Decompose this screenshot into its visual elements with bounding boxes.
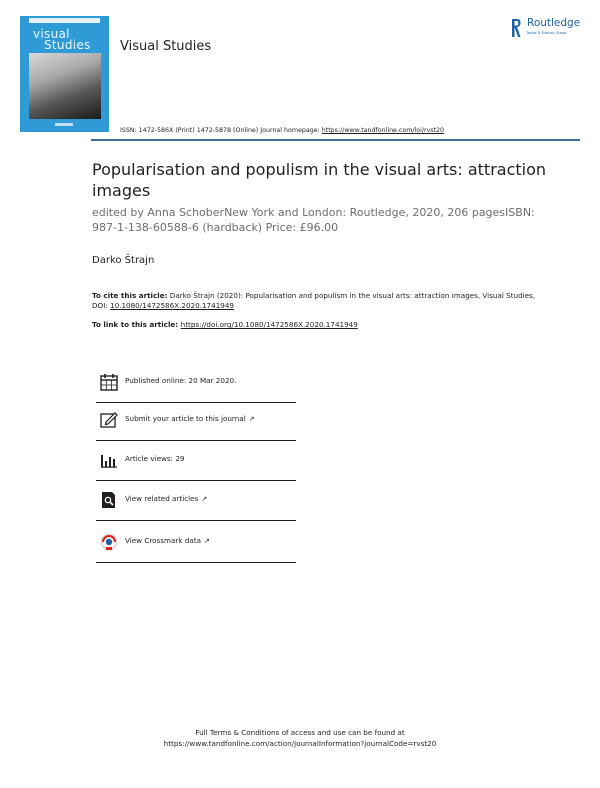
external-link-icon: ↗ xyxy=(248,415,255,423)
journal-cover-image xyxy=(20,16,109,132)
row-divider xyxy=(96,440,296,441)
cover-photo xyxy=(29,53,101,119)
citation-block xyxy=(92,291,542,311)
terms-url-link[interactable]: https://www.tandfonline.com/action/journalInformation?journalCode=rvst20 xyxy=(163,739,437,748)
row-divider xyxy=(96,562,296,563)
external-link-icon: ↗ xyxy=(204,537,210,545)
crossmark-link[interactable] xyxy=(125,536,210,545)
article-doi-link[interactable]: https://doi.org/10.1080/1472586X.2020.1741949 xyxy=(180,320,358,329)
publisher-name: Routledge xyxy=(527,17,581,29)
article-title: Popularisation and populism in the visual arts: attraction images xyxy=(92,160,547,200)
cover-title-line2: Studies xyxy=(44,38,91,52)
published-online-text: Published online: 20 Mar 2020. xyxy=(125,376,237,385)
issn-line xyxy=(120,127,444,134)
terms-footer xyxy=(0,727,600,749)
crossmark-text: View Crossmark data xyxy=(125,536,202,545)
row-divider xyxy=(96,520,296,521)
bar-chart-icon xyxy=(100,451,118,469)
submit-article-link[interactable] xyxy=(125,414,255,423)
crossmark-icon xyxy=(100,533,118,551)
submit-article-row[interactable] xyxy=(96,403,296,441)
row-divider xyxy=(96,480,296,481)
cover-footer-mark xyxy=(55,123,73,126)
link-label: To link to this article: xyxy=(92,320,181,329)
citation-text: Darko Štrajn (2020): Popularisation and populism in the visual arts: attraction images, Visual Studies, DOI: xyxy=(92,291,536,310)
article-views-row xyxy=(96,443,296,481)
submit-article-icon xyxy=(100,411,118,429)
cover-title-line1: visual xyxy=(33,27,70,41)
calendar-icon xyxy=(100,373,118,391)
related-articles-text: View related articles xyxy=(125,494,199,503)
external-link-icon: ↗ xyxy=(201,495,208,503)
related-articles-row[interactable] xyxy=(96,483,296,521)
routledge-logo-icon xyxy=(511,18,521,38)
related-articles-icon xyxy=(100,491,118,509)
article-link-line xyxy=(92,320,358,329)
terms-text: Full Terms & Conditions of access and use can be found at xyxy=(195,728,405,737)
journal-title: Visual Studies xyxy=(120,39,212,54)
journal-homepage-link[interactable]: https://www.tandfonline.com/loi/rvst20 xyxy=(321,127,445,134)
article-views-text: Article views: 29 xyxy=(125,454,185,463)
publisher-tagline: Taylor & Francis Group xyxy=(526,31,567,35)
citation-label: To cite this article: xyxy=(92,291,168,300)
crossmark-row[interactable] xyxy=(96,525,296,563)
related-articles-link[interactable] xyxy=(125,494,207,503)
submit-article-text: Submit your article to this journal xyxy=(125,414,246,423)
cover-top-band xyxy=(29,18,100,23)
article-subtitle: edited by Anna SchoberNew York and London: Routledge, 2020, 206 pagesISBN: 987-1-138-60588-6 (hardback) Price: £96.00 xyxy=(92,206,535,234)
issn-text: ISSN: 1472-586X (Print) 1472-5878 (Online) Journal homepage: xyxy=(120,127,322,134)
article-author: Darko Štrajn xyxy=(92,255,155,266)
citation-doi-link[interactable]: 10.1080/1472586X.2020.1741949 xyxy=(110,301,234,310)
header-divider xyxy=(91,139,580,141)
published-online-row xyxy=(96,365,296,403)
